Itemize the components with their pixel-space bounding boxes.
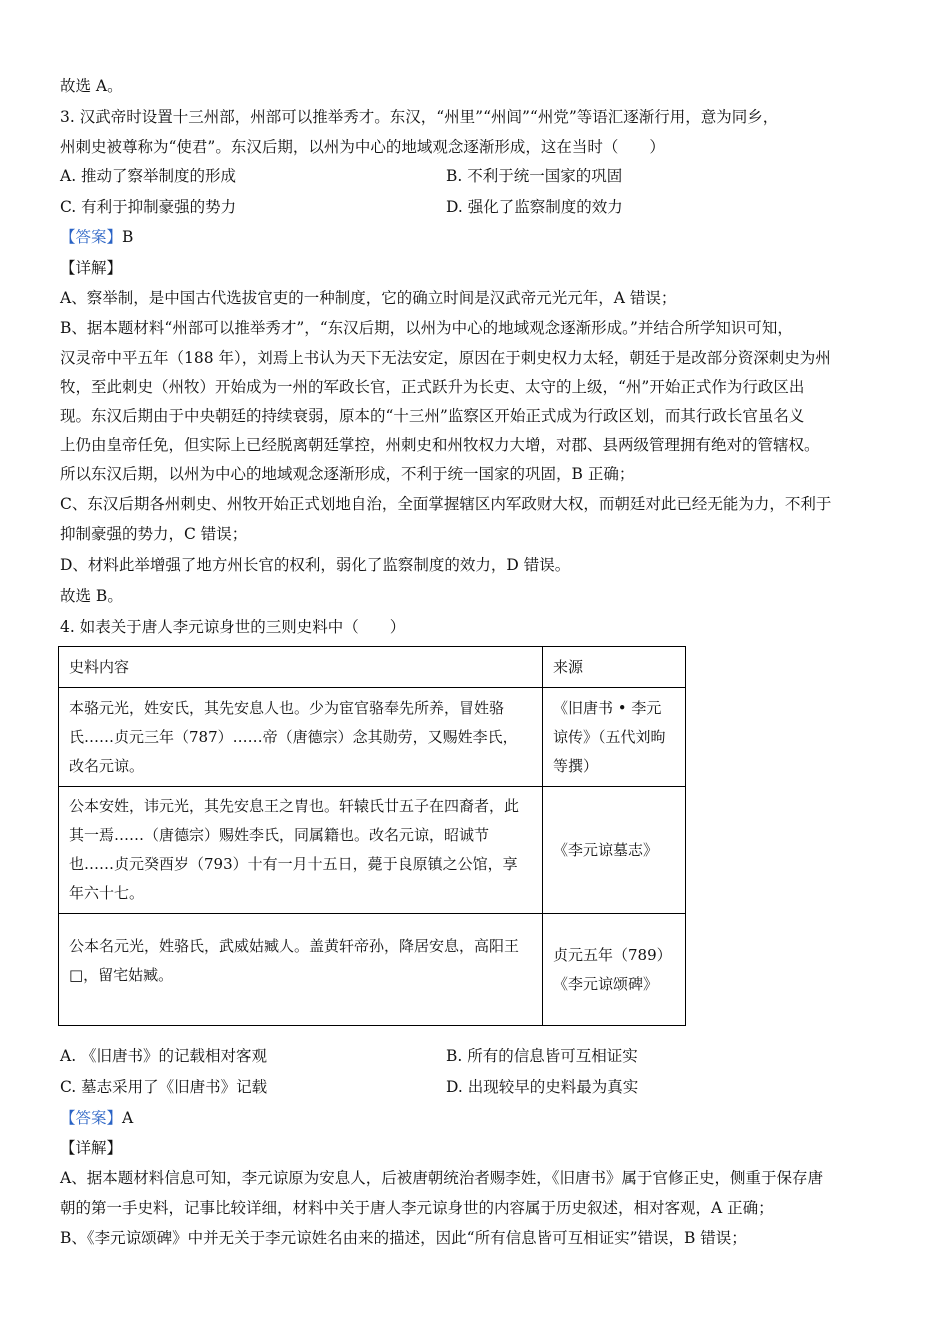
q4-option-a: A. 《旧唐书》的记载相对客观: [60, 1047, 268, 1065]
q3-stem-line: 3. 汉武帝时设置十三州部，州部可以推举秀才。东汉，“州里”“州闾”“州党”等语汇逐渐行用，意为同乡，: [60, 108, 779, 126]
table-header-row: [59, 647, 686, 688]
q3-option-c: C. 有利于抑制豪强的势力: [60, 198, 237, 216]
q3-detail-line: D、材料此举增强了地方州长官的权利，弱化了监察制度的效力，D 错误。: [60, 556, 571, 574]
q3-detail-tag: 【详解】: [60, 259, 123, 277]
q3-option-a: A. 推动了察举制度的形成: [60, 167, 237, 185]
q3-conclusion: 故选 B。: [60, 587, 123, 605]
table-cell-source: 《李元谅墓志》: [543, 787, 686, 914]
q4-stem: 4. 如表关于唐人李元谅身世的三则史料中（ ）: [60, 618, 406, 636]
table-row: [59, 914, 686, 1026]
answer-value: B: [122, 228, 134, 246]
q4-detail-line: 朝的第一手史料，记事比较详细，材料中关于唐人李元谅身世的内容属于历史叙述，相对客观，A 正确；: [60, 1199, 774, 1217]
q4-option-d: D. 出现较早的史料最为真实: [446, 1078, 639, 1096]
table-row: [59, 688, 686, 787]
q3-stem-line: 州刺史被尊称为“使君”。东汉后期，以州为中心的地域观念逐渐形成，这在当时（ ）: [60, 138, 665, 156]
q4-option-c: C. 墓志采用了《旧唐书》记载: [60, 1078, 268, 1096]
table-cell-content: 公本名元光，姓骆氏，武威姑臧人。盖黄轩帝孙，降居安息，高阳王□，留宅姑臧。: [59, 914, 543, 1026]
q3-detail-line: 汉灵帝中平五年（188 年），刘焉上书认为天下无法安定，原因在于刺史权力太轻，朝廷于是改部分资深刺史为州: [60, 349, 831, 367]
q3-detail-line: 上仍由皇帝任免，但实际上已经脱离朝廷掌控，州刺史和州牧权力大增，对郡、县两级管理拥有绝对的管辖权。: [60, 436, 820, 454]
q3-detail-line: 所以东汉后期，以州为中心的地域观念逐渐形成，不利于统一国家的巩固，B 正确；: [60, 465, 635, 483]
source-table: [58, 646, 686, 1026]
q3-option-b: B. 不利于统一国家的巩固: [446, 167, 623, 185]
table-header-content: 史料内容: [59, 647, 543, 688]
table-cell-source: 《旧唐书 • 李元谅传》（五代刘昫等撰）: [543, 688, 686, 787]
answer-tag: 【答案】: [60, 228, 123, 246]
table-cell-content: 本骆元光，姓安氏，其先安息人也。少为宦官骆奉先所养，冒姓骆氏……贞元三年（787）……帝（唐德宗）念其勋劳，又赐姓李氏，改名元谅。: [59, 688, 543, 787]
answer-tag: 【答案】: [60, 1109, 123, 1127]
q3-option-d: D. 强化了监察制度的效力: [446, 198, 623, 216]
q3-detail-line: 现。东汉后期由于中央朝廷的持续衰弱，原本的“十三州”监察区开始正式成为行政区划，而其行政长官虽名义: [60, 407, 805, 425]
q3-answer: [60, 227, 133, 247]
table-row: [59, 787, 686, 914]
q4-detail-line: B、《李元谅颂碑》中并无关于李元谅姓名由来的描述，因此“所有信息皆可互相证实”错误，B 错误；: [60, 1229, 747, 1247]
table-cell-content: 公本安姓，讳元光，其先安息王之胄也。轩辕氏廿五子在四裔者，此其一焉……（唐德宗）赐姓李氏，同属籍也。改名元谅，昭诚节也……贞元癸酉岁（793）十有一月十五日，薨于良原镇之公馆，享年六十七。: [59, 787, 543, 914]
q4-detail-line: A、据本题材料信息可知，李元谅原为安息人，后被唐朝统治者赐李姓，《旧唐书》属于官修正史，侧重于保存唐: [60, 1169, 823, 1187]
prev-conclusion: 故选 A。: [60, 77, 123, 95]
q4-detail-tag: 【详解】: [60, 1139, 123, 1157]
answer-value: A: [122, 1109, 134, 1127]
table-header-source: 来源: [543, 647, 686, 688]
q3-detail-line: B、据本题材料“州部可以推举秀才”，“东汉后期，以州为中心的地域观念逐渐形成。”并结合所学知识可知，: [60, 319, 793, 337]
q4-option-b: B. 所有的信息皆可互相证实: [446, 1047, 638, 1065]
table-cell-source: 贞元五年（789）《李元谅颂碑》: [543, 914, 686, 1026]
q3-detail-line: A、察举制，是中国古代选拔官吏的一种制度，它的确立时间是汉武帝元光元年，A 错误；: [60, 289, 677, 307]
q3-detail-line: 抑制豪强的势力，C 错误；: [60, 525, 248, 543]
q4-answer: [60, 1108, 133, 1128]
q3-detail-line: 牧，至此刺史（州牧）开始成为一州的军政长官，正式跃升为长吏、太守的上级，“州”开始正式作为行政区出: [60, 378, 805, 396]
q3-detail-line: C、东汉后期各州刺史、州牧开始正式划地自治，全面掌握辖区内军政财大权，而朝廷对此已经无能为力，不利于: [60, 495, 832, 513]
